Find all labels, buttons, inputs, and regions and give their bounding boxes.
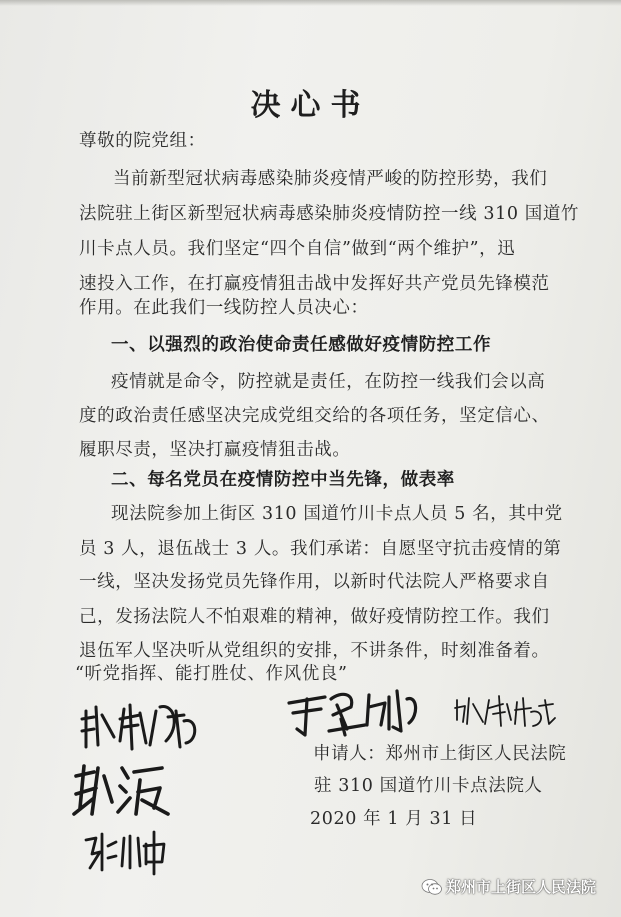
section2-line: 退伍军人坚决听从党组织的安排，不讲条件，时刻准备着。: [79, 641, 550, 661]
signature-5: [82, 828, 172, 876]
salutation: 尊敬的院党组：: [79, 131, 206, 151]
section1-line: 度的政治责任感坚决完成党组交给的各项任务，坚定信心、: [79, 406, 550, 426]
section2-line: 己，发扬法院人不怕艰难的精神，做好疫情防控工作。我们: [79, 607, 550, 627]
intro-line: 当前新型冠状病毒感染肺炎疫情严峻的防控形势，我们: [113, 169, 548, 189]
watermark-text: 郑州市上街区人民法院: [446, 878, 597, 896]
slogan-line: “听党指挥、能打胜仗、作风优良”: [75, 664, 348, 684]
section2-line: 一线，坚决发扬党员先锋作用，以新时代法院人严格要求自: [79, 572, 550, 592]
intro-line: 速投入工作，在打赢疫情狙击战中发挥好共产党员先锋模范: [79, 274, 550, 294]
section1-line: 疫情就是命令，防控就是责任，在防控一线我们会以高: [111, 372, 546, 392]
section-heading-1: 一、以强烈的政治使命责任感做好疫情防控工作: [111, 335, 492, 355]
signature-4: [70, 758, 180, 820]
document-title: 决心书: [250, 88, 371, 123]
intro-line: 川卡点人员。我们坚定“四个自信”做到“两个维护”，迅: [79, 239, 516, 259]
section-heading-2: 二、每名党员在疫情防控中当先锋，做表率: [111, 470, 455, 490]
signature-3: [453, 690, 573, 732]
section2-line: 现法院参加上街区 310 国道竹川卡点人员 5 名，其中党: [111, 504, 563, 524]
applicant-line: 申请人：郑州市上街区人民法院: [313, 744, 567, 764]
signature-2: [285, 685, 435, 737]
section2-line: 员 3 人，退伍战士 3 人。我们承诺：自愿坚守抗击疫情的第: [79, 539, 562, 559]
section1-line: 履职尽责，坚决打赢疫情狙击战。: [79, 440, 351, 460]
date-line: 2020 年 1 月 31 日: [310, 809, 478, 829]
wechat-icon: [421, 876, 443, 898]
intro-line: 法院驻上街区新型冠状病毒感染肺炎疫情防控一线 310 国道竹: [79, 204, 580, 224]
intro-line: 作用。在此我们一线防控人员决心：: [79, 298, 369, 318]
applicant-unit-line: 驻 310 国道竹川卡点法院人: [314, 776, 543, 796]
page-top-edge: [0, 0, 621, 6]
signature-1: [80, 697, 230, 752]
